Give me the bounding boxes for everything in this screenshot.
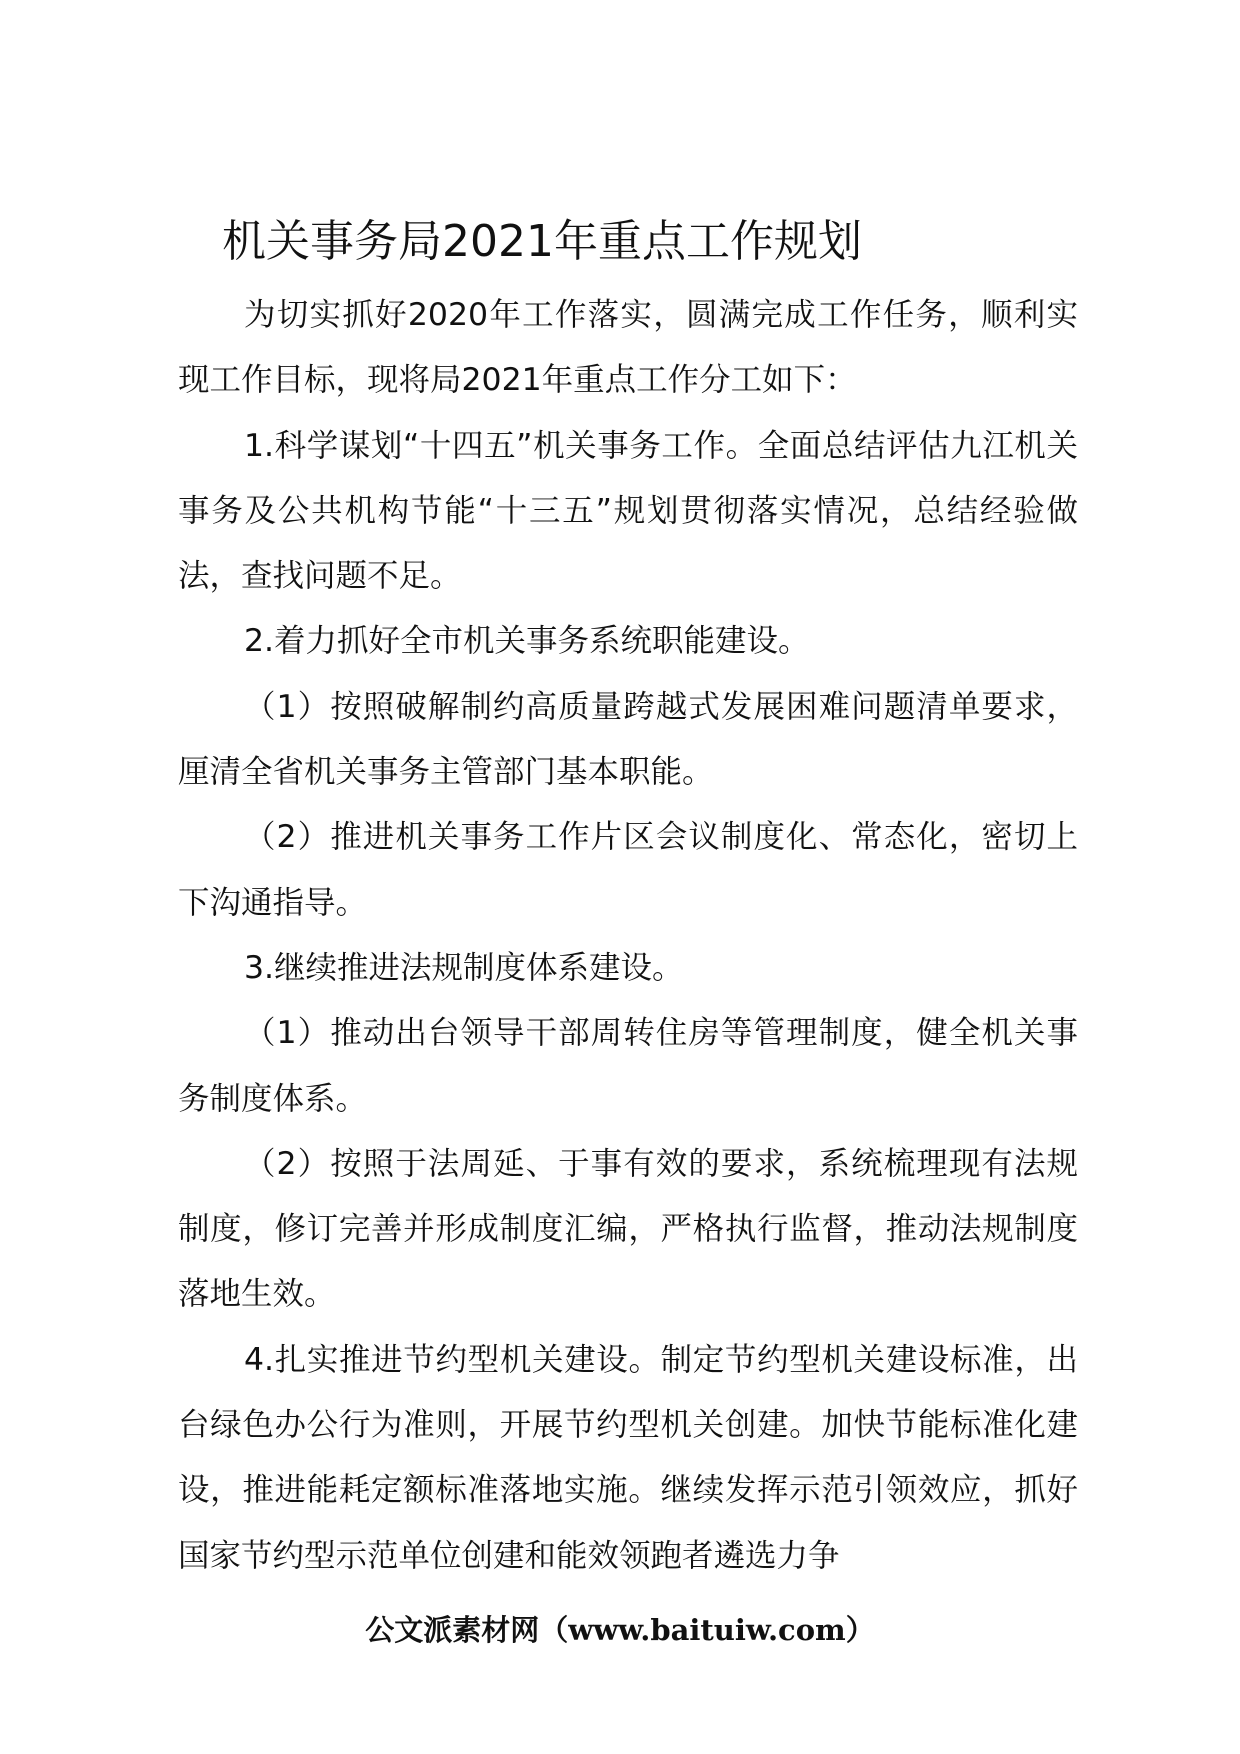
paragraph-item-2-2: （2）推进机关事务工作片区会议制度化、常态化，密切上下沟通指导。 bbox=[178, 819, 1078, 921]
footer-watermark-text: 公文派素材网（www.baituiw.com） bbox=[365, 1613, 875, 1647]
document-title: 机关事务局2021年重点工作规划 bbox=[222, 216, 862, 267]
paragraph-item-3: 3.继续推进法规制度体系建设。 bbox=[244, 949, 684, 986]
paragraph-item-1: 1.科学谋划“十四五”机关事务工作。全面总结评估九江机关事务及公共机构节能“十三五”规划贯彻落实情况，总结经验做法，查找问题不足。 bbox=[178, 427, 1078, 595]
paragraph-item-2: 2.着力抓好全市机关事务系统职能建设。 bbox=[244, 623, 810, 660]
document-body bbox=[178, 283, 1078, 1589]
paragraph-item-2-1: （1）按照破解制约高质量跨越式发展困难问题清单要求，厘清全省机关事务主管部门基本职能。 bbox=[178, 688, 1078, 791]
paragraph-intro: 为切实抓好2020年工作落实，圆满完成工作任务，顺利实现工作目标，现将局2021年重点工作分工如下： bbox=[178, 297, 1078, 399]
paragraph-item-4: 4.扎实推进节约型机关建设。制定节约型机关建设标准，出台绿色办公行为准则，开展节约型机关创建。加快节能标准化建设，推进能耗定额标准落地实施。继续发挥示范引领效应，抓好国家节约型示范单位创建和能效领跑者遴选力争 bbox=[178, 1341, 1078, 1574]
paragraph-item-3-1: （1）推动出台领导干部周转住房等管理制度，健全机关事务制度体系。 bbox=[178, 1015, 1078, 1117]
paragraph-item-3-2: （2）按照于法周延、于事有效的要求，系统梳理现有法规制度，修订完善并形成制度汇编，严格执行监督，推动法规制度落地生效。 bbox=[178, 1145, 1078, 1313]
